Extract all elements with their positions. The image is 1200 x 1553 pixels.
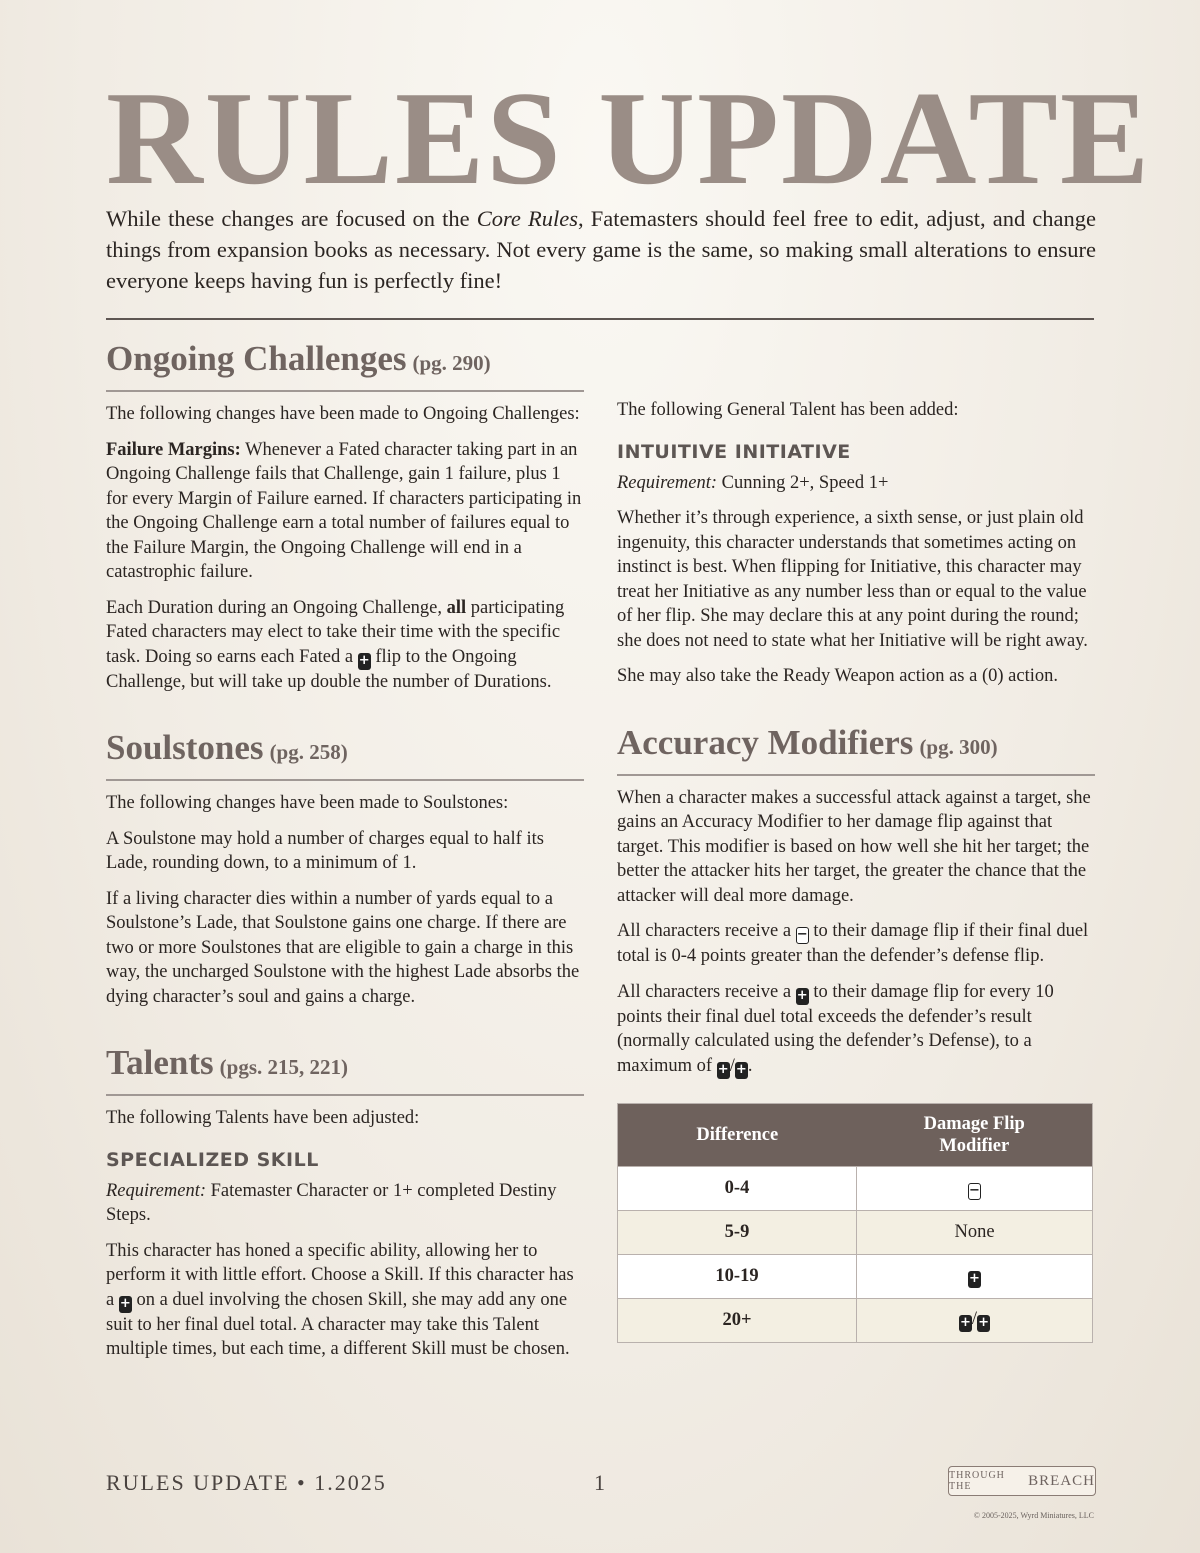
intuitive-initiative-title: INTUITIVE INITIATIVE bbox=[617, 440, 851, 463]
page-title: RULES UPDATE bbox=[106, 64, 1152, 212]
page-reference: (pg. 258) bbox=[269, 740, 348, 764]
page-number: 1 bbox=[594, 1470, 605, 1495]
general-talent-intro: The following General Talent has been added: bbox=[617, 400, 959, 420]
intro-paragraph: While these changes are focused on the Core Rules, Fatemasters should feel free to edit, adjust, and change things from expansion books as necessary. Not every game is the same, so making small alterations to ensure everyone keeps having fun is perfectly fine! bbox=[106, 206, 1096, 293]
difference-column-header: Difference bbox=[618, 1103, 857, 1166]
difference-cell: 0-4 bbox=[618, 1166, 857, 1210]
page-reference: (pg. 290) bbox=[412, 351, 491, 375]
modifier-cell: +/+ bbox=[857, 1298, 1093, 1342]
specialized-skill-requirement: Requirement: Fatemaster Character or 1+ completed Destiny Steps. bbox=[106, 1180, 557, 1225]
difference-cell: 10-19 bbox=[618, 1254, 857, 1298]
specialized-skill-description: This character has honed a specific ability, allowing her to perform it with little effort. Choose a Skill. If this character has a + on a duel involving the chosen Skill, she may add any one suit to her final duel total. A character may take this Talent multiple times, but each time, a different Skill must be chosen. bbox=[106, 1240, 574, 1359]
plus-flip-icon: + bbox=[358, 652, 370, 668]
through-the-breach-logo: THROUGH THE BREACH bbox=[948, 1466, 1096, 1496]
plus-flip-icon: + bbox=[796, 987, 808, 1003]
plus-flip-icon: + bbox=[969, 1270, 980, 1286]
plus-flip-icon: + bbox=[119, 1295, 131, 1311]
page-reference: (pg. 300) bbox=[919, 734, 998, 759]
accuracy-positive-rule: All characters receive a + to their damage flip for every 10 points their final duel total exceeds the defender’s result (normally calculated using the defender’s Defense), to a maximum of +/+. bbox=[617, 981, 1054, 1077]
copyright-notice: © 2005-2025, Wyrd Miniatures, LLC bbox=[973, 1511, 1094, 1520]
intuitive-initiative-requirement: Requirement: Cunning 2+, Speed 1+ bbox=[617, 472, 889, 493]
table-row bbox=[618, 1166, 1093, 1210]
table-row bbox=[618, 1298, 1093, 1342]
soulstones-heading: Soulstones (pg. 258) bbox=[106, 725, 584, 781]
ongoing-intro: The following changes have been made to Ongoing Challenges: bbox=[106, 404, 580, 424]
plus-flip-icon: + bbox=[717, 1061, 729, 1077]
difference-cell: 5-9 bbox=[618, 1210, 857, 1254]
minus-flip-icon: − bbox=[796, 927, 808, 942]
accuracy-modifiers-heading: Accuracy Modifiers (pg. 300) bbox=[617, 720, 1095, 776]
soulstone-charges-rule: A Soulstone may hold a number of charges equal to half its Lade, rounding down, to a minimum of 1. bbox=[106, 828, 544, 873]
intro-divider bbox=[106, 318, 1094, 320]
accuracy-negative-rule: All characters receive a − to their damage flip if their final duel total is 0-4 points greater than the defender’s defense flip. bbox=[617, 921, 1089, 966]
table-row bbox=[618, 1210, 1093, 1254]
plus-flip-icon: + bbox=[978, 1314, 990, 1330]
modifier-column-header: Damage Flip Modifier bbox=[857, 1103, 1093, 1166]
modifier-cell: None bbox=[857, 1210, 1093, 1254]
difference-cell: 20+ bbox=[618, 1298, 857, 1342]
accuracy-modifier-table bbox=[617, 1103, 1093, 1343]
specialized-skill-title: SPECIALIZED SKILL bbox=[106, 1148, 319, 1171]
footer-document-title: RULES UPDATE • 1.2025 bbox=[106, 1470, 387, 1495]
failure-margins-rule: Failure Margins: Whenever a Fated character taking part in an Ongoing Challenge fails that Challenge, gain 1 failure, plus 1 for every Margin of Failure earned. If characters participating in the Ongoing Challenge earn a total number of failures equal to the Failure Margin, the Ongoing Challenge will end in a catastrophic failure. bbox=[106, 439, 582, 582]
duration-rule: Each Duration during an Ongoing Challenge, all participating Fated characters may elect to take their time with the specific task. Doing so earns each Fated a + flip to the Ongoing Challenge, but will take up double the number of Durations. bbox=[106, 597, 565, 692]
soulstones-intro: The following changes have been made to Soulstones: bbox=[106, 793, 509, 813]
plus-flip-icon: + bbox=[735, 1061, 747, 1077]
table-row bbox=[618, 1254, 1093, 1298]
table-header-row bbox=[618, 1103, 1093, 1166]
ongoing-challenges-heading: Ongoing Challenges (pg. 290) bbox=[106, 336, 584, 392]
minus-flip-icon: − bbox=[969, 1182, 980, 1198]
plus-flip-icon: + bbox=[959, 1314, 971, 1330]
right-column bbox=[617, 336, 1095, 1343]
left-column bbox=[106, 336, 584, 1373]
ready-weapon-rule: She may also take the Ready Weapon action as a (0) action. bbox=[617, 666, 1058, 686]
soulstone-death-rule: If a living character dies within a number of yards equal to a Soulstone’s Lade, that Soulstone gains one charge. If there are two or more Soulstones that are eligible to gain a charge in this way, the uncharged Soulstone with the highest Lade absorbs the dying character’s soul and gains a charge. bbox=[106, 888, 580, 1007]
modifier-cell bbox=[857, 1166, 1093, 1210]
accuracy-intro: When a character makes a successful attack against a target, she gains an Accuracy Modifier to her damage flip against that target. This modifier is based on how well she hit her target; the better the attacker hits her target, the greater the chance that the attacker will deal more damage. bbox=[617, 787, 1091, 906]
page-reference: (pgs. 215, 221) bbox=[219, 1055, 348, 1079]
talents-intro: The following Talents have been adjusted: bbox=[106, 1108, 420, 1128]
intuitive-initiative-description: Whether it’s through experience, a sixth sense, or just plain old ingenuity, this character understands that sometimes acting on instinct is best. When flipping for Initiative, this character may treat her Initiative as any number less than or equal to the value of her flip. She may declare this at any point during the round; she does not need to state what her Initiative will be right away. bbox=[617, 508, 1088, 651]
talents-heading: Talents (pgs. 215, 221) bbox=[106, 1040, 584, 1096]
modifier-cell bbox=[857, 1254, 1093, 1298]
